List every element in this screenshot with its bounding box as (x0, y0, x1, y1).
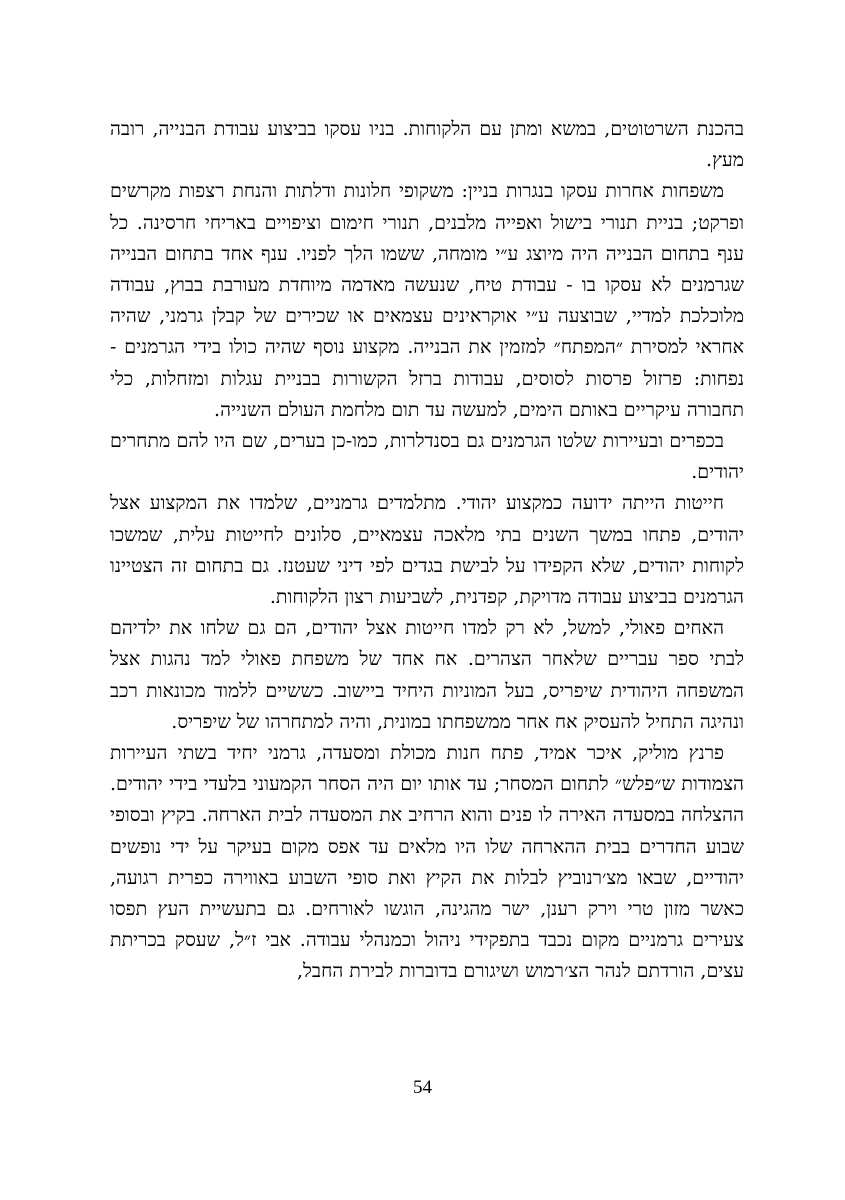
paragraph-5: האחים פאולי, למשל, לא רק למדו חייטות אצל יהודים, הם גם שלחו את ילדיהם לבתי ספר עבריים שלאחר הצהרים. אח אחד של משפחת פאולי למד נהגות אצל המשפחה היהודית שיפריס, בעל המוניות היחיד ביישוב. כששיים ללמוד מכונאות רכב ונהיגה התחיל להעסיק אח אחר ממשפחתו במונית, והיה למתחרהו של שיפריס. (110, 617, 744, 733)
body-text (110, 114, 744, 988)
paragraph-1: בהכנת השרטוטים, במשא ומתן עם הלקוחות. בניו עסקו בביצוע עבודת הבנייה, רובה מעץ. (110, 118, 744, 172)
paragraph-6: פרנץ מוליק, איכר אמיד, פתח חנות מכולת ומסעדה, גרמני יחיד בשתי העיירות הצמודות ש״פלש״ לתחום המסחר; עד אותו יום היה הסחר הקמעוני בלעדי בידי יהודים. ההצלחה במסעדה האירה לו פנים והוא הרחיב את המסעדה לבית הארחה. בקיץ ובסופי שבוע החדרים בבית ההארחה שלו היו מלאים עד אפס מקום בעיקר על ידי נופשים יהודיים, שבאו מצ׳רנוביץ לבלות את הקיץ ואת סופי השבוע באווירה כפרית רגועה, כאשר מזון טרי וירק רענן, ישר מהגינה, הוגשו לאורחים. גם בתעשיית העץ תפסו צעירים גרמניים מקום נכבד בתפקידי ניהול וכמנהלי עבודה. אבי ז״ל, שעסק בכריתת עצים, הורדתם לנהר הצ׳רמוש ושיגורם בדוברות לבירת החבל, (110, 742, 744, 983)
page-number: 54 (413, 1077, 432, 1098)
paragraph-4: חייטות הייתה ידועה כמקצוע יהודי. מתלמדים גרמניים, שלמדו את המקצוע אצל יהודים, פתחו במשך השנים בתי מלאכה עצמאיים, סלונים לחייטות עלית, שמשכו לקוחות יהודים, שלא הקפידו על לבישת בגדים לפי דיני שעטנז. גם בתחום זה הצטיינו הגרמנים בביצוע עבודה מדויקת, קפדנית, לשביעות רצון הלקוחות. (110, 492, 744, 609)
paragraph-2: משפחות אחרות עסקו בנגרות בניין: משקופי חלונות ודלתות והנחת רצפות מקרשים ופרקט; בניית תנורי בישול ואפייה מלבנים, תנורי חימום וציפויים באריחי חרסינה. כל ענף בתחום הבנייה היה מיוצג ע״י מומחה, ששמו הלך לפניו. ענף אחד בתחום הבנייה שגרמנים לא עסקו בו - עבודת טיח, שנעשה מאדמה מיוחדת מעורבת בבוץ, עבודה מלוכלכת למדיי, שבוצעה ע״י אוקראינים עצמאים או שכירים של קבלן גרמני, שהיה אחראי למסירת ״המפתח״ למזמין את הבנייה. מקצוע נוסף שהיה כולו בידי הגרמנים - נפחות: פרזול פרסות לסוסים, עבודות ברזל הקשורות בבניית עגלות ומזחלות, כלי תחבורה עיקריים באותם הימים, למעשה עד תום מלחמת העולם השנייה. (110, 180, 744, 421)
paragraph-3: בכפרים ובעיירות שלטו הגרמנים גם בסנדלרות, כמו-כן בערים, שם היו להם מתחרים יהודים. (110, 430, 744, 484)
